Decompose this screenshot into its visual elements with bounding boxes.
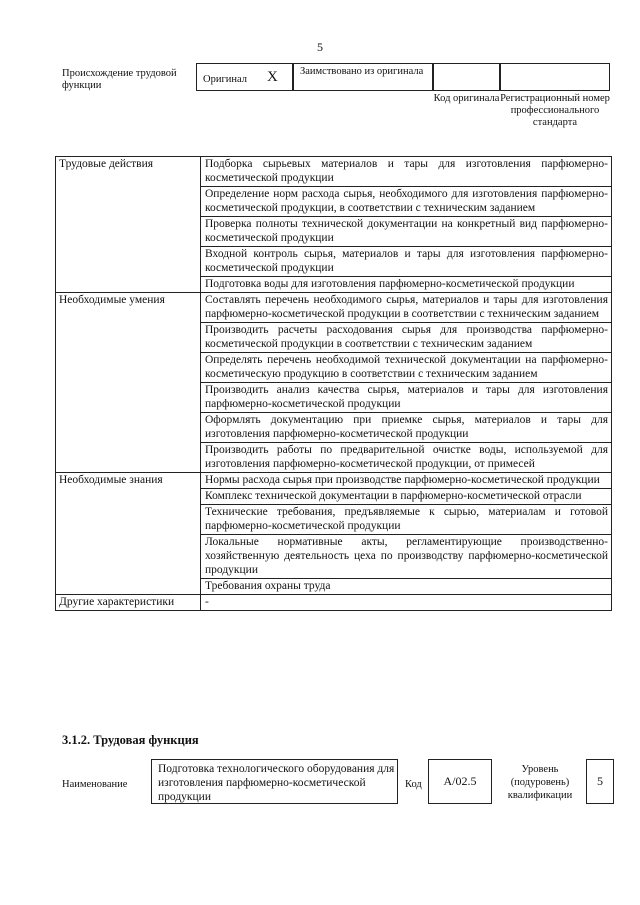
- function-name-label: Наименование: [62, 779, 128, 790]
- skill-item: Определять перечень необходимой технической документации на парфюмерно-косметическую продукцию в соответствии с техническим заданием: [201, 353, 612, 383]
- knowledge-item: Локальные нормативные акты, регламентирующие производственно-хозяйственную деятельность цеха по производству парфюмерно-косметической продукции: [201, 535, 612, 579]
- labor-actions-label: Трудовые действия: [56, 157, 201, 293]
- labor-function-table: [55, 156, 612, 611]
- qualification-level-label: Уровень (подуровень) квалификации: [507, 764, 573, 801]
- table-row: [56, 595, 612, 611]
- table-row: [56, 157, 612, 187]
- table-row: [56, 293, 612, 323]
- original-mark: X: [267, 69, 278, 85]
- skill-item: Составлять перечень необходимого сырья, материалов и тары для изготовления парфюмерно-косметической продукции в соответствии с техническим заданием: [201, 293, 612, 323]
- skill-item: Производить работы по предварительной очистке воды, используемой для изготовления парфюмерно-косметической продукции, от примесей: [201, 443, 612, 473]
- original-code-caption: Код оригинала: [433, 93, 500, 104]
- knowledge-label: Необходимые знания: [56, 473, 201, 595]
- skills-label: Необходимые умения: [56, 293, 201, 473]
- function-code-value: A/02.5: [428, 759, 492, 804]
- skill-item: Производить расчеты расходования сырья для производства парфюмерно-косметической продукции в соответствии с техническим заданием: [201, 323, 612, 353]
- other-characteristics-label: Другие характеристики: [56, 595, 201, 611]
- knowledge-item: Нормы расхода сырья при производстве парфюмерно-косметической продукции: [201, 473, 612, 489]
- original-code-cell: [433, 63, 500, 91]
- knowledge-item: Технические требования, предъявляемые к сырью, материалам и готовой парфюмерно-косметической продукции: [201, 505, 612, 535]
- skill-item: Оформлять документацию при приемке сырья, материалов и тары для изготовления парфюмерно-косметической продукции: [201, 413, 612, 443]
- function-code-label: Код: [405, 779, 422, 790]
- borrowed-label: Заимствовано из оригинала: [300, 66, 424, 77]
- function-name-box: [151, 759, 398, 804]
- page-number: 5: [317, 40, 323, 54]
- original-label: Оригинал: [203, 74, 247, 85]
- labor-action-item: Определение норм расхода сырья, необходимого для изготовления парфюмерно-косметической продукции, в соответствии с техническим заданием: [201, 187, 612, 217]
- knowledge-item: Комплекс технической документации в парфюмерно-косметической отрасли: [201, 489, 612, 505]
- table-row: [56, 473, 612, 489]
- labor-action-item: Проверка полноты технической документации на конкретный вид парфюмерно-косметической продукции: [201, 217, 612, 247]
- labor-action-item: Подборка сырьевых материалов и тары для изготовления парфюмерно-косметической продукции: [201, 157, 612, 187]
- labor-action-item: Входной контроль сырья, материалов и тары для изготовления парфюмерно-косметической продукции: [201, 247, 612, 277]
- labor-action-item: Подготовка воды для изготовления парфюмерно-косметической продукции: [201, 277, 612, 293]
- original-cell: [196, 63, 293, 91]
- origin-label: Происхождение трудовой функции: [62, 68, 177, 91]
- other-characteristics-value: -: [201, 595, 612, 611]
- knowledge-item: Требования охраны труда: [201, 579, 612, 595]
- registration-number-cell: [500, 63, 610, 91]
- function-name-value: Подготовка технологического оборудования для изготовления парфюмерно-косметической продукции: [158, 763, 395, 803]
- registration-number-caption: Регистрационный номер профессионального стандарта: [500, 93, 610, 128]
- skill-item: Производить анализ качества сырья, материалов и тары для изготовления парфюмерно-косметической продукции: [201, 383, 612, 413]
- qualification-level-value: 5: [586, 759, 614, 804]
- borrowed-cell: [293, 63, 433, 91]
- section-title: 3.1.2. Трудовая функция: [62, 733, 199, 747]
